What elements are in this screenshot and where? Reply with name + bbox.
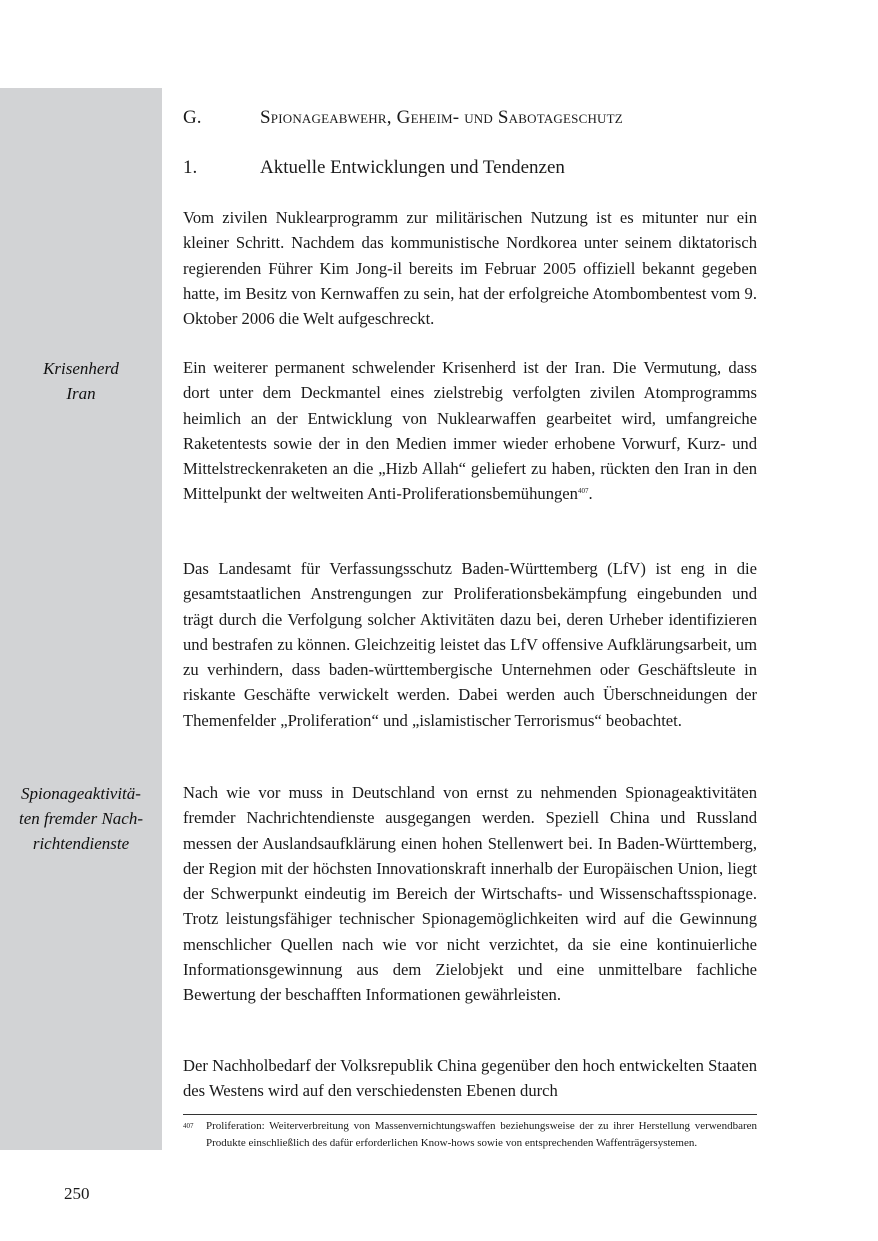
subsection-heading-title: Aktuelle Entwicklungen und Tendenzen [260,157,565,178]
paragraph-nordkorea: Vom zivilen Nuklearprogramm zur militärischen Nutzung ist es mitunter nur ein kleiner Schritt. Nachdem das kommunistische Nordkorea unter seinem diktatorisch regierenden Führer Kim Jong-il bereits im Februar 2005 offiziell bekannt gegeben hatte, im Besitz von Kernwaffen zu sein, hat der erfolgreiche Atombombentest vom 9. Oktober 2006 die Welt aufgeschreckt. [183,208,757,329]
footnote [183,1118,757,1151]
section-heading-number: G. [183,107,202,128]
margin-note-krisenherd-iran: Krisenherd Iran [43,359,119,403]
paragraph-spionage: Nach wie vor muss in Deutschland von ernst zu nehmenden Spionageaktivitäten fremder Nachrichtendienste ausgegangen werden. Speziell China und Russland messen der Auslandsaufklärung einen hohen Stellenwert bei. In Baden-Württemberg, der Region mit der höchsten Innovationskraft innerhalb der Europäischen Union, liegt der Schwerpunkt eindeutig im Bereich der Wirtschafts- und Wissenschaftsspionage. Trotz leistungsfähiger technischer Spionagemöglichkeiten wird auf die Gewinnung menschlicher Quellen nach wie vor nicht verzichtet, da sie eine kontinuierliche Informationsgewinnung aus dem Zielobjekt und eine unmittelbare fachliche Bewertung der beschafften Informationen gewährleisten. [183,783,757,1005]
paragraph-china: Der Nachholbedarf der Volksrepublik China gegenüber den hoch entwickelten Staaten des Westens wird auf den verschiedensten Ebenen durch [183,1056,757,1101]
footnote-divider [183,1114,757,1115]
paragraph-iran: Ein weiterer permanent schwelender Krisenherd ist der Iran. Die Vermutung, dass dort unter dem Deckmantel eines zielstrebig verfolgten zivilen Atomprogramms heimlich an der Entwicklung von Nuklearwaffen gearbeitet wird, umfangreiche Raketentests sowie der in den Medien immer wieder erhobene Vorwurf, Kurz- und Mittelstreckenraketen an die „Hizb Allah“ geliefert zu haben, rückten den Iran in den Mittelpunkt der weltweiten Anti-Proliferationsbemühungen$^{407}$. [183,358,757,504]
subsection-heading-number: 1. [183,157,198,178]
paragraph-lfv: Das Landesamt für Verfassungsschutz Baden-Württemberg (LfV) ist eng in die gesamtstaatlichen Anstrengungen zur Proliferationsbekämpfung eingebunden und trägt durch die Verfolgung solcher Aktivitäten dazu bei, deren Urheber identifizieren und bestrafen zu können. Gleichzeitig leistet das LfV offensive Aufklärungsarbeit, um zu verhindern, dass baden-württembergische Unternehmen oder Geschäftsleute in riskante Geschäfte verwickelt werden. Dabei werden auch Überschneidungen der Themenfelder „Proliferation“ und „islamistischer Terrorismus“ beobachtet. [183,559,757,730]
margin-sidebar [0,88,162,1150]
footnote-text: Proliferation: Weiterverbreitung von Massenvernichtungswaffen beziehungsweise der zu ihrer Herstellung verwendbaren Produkte einschließlich des dafür erforderlichen Know-hows sowie von entsprechenden Waffenträgersystemen. [206,1120,757,1149]
footnote-reference: 407 [577,487,589,496]
section-heading-title: Spionageabwehr, Geheim- und Sabotageschutz [260,107,623,128]
page-number: 250 [64,1184,90,1203]
margin-note-spionageaktivitaeten: Spionageaktivitä- ten fremder Nach- richtendienste [18,784,143,853]
footnote-number: 407 [183,1122,194,1130]
paragraph-iran-text: Ein weiterer permanent schwelender Krisenherd ist der Iran. Die Vermutung, dass dort unter dem Deckmantel eines zielstrebig verfolgten zivilen Atomprogramms heimlich an der Entwicklung von Nuklearwaffen gearbeitet wird, umfangreiche Raketentests sowie der in den Medien immer wieder erhobene Vorwurf, Kurz- und Mittelstreckenraketen an die „Hizb Allah“ geliefert zu haben, rückten den Iran in den Mittelpunkt der weltweiten Anti-Proliferationsbemühungen [183,358,757,504]
